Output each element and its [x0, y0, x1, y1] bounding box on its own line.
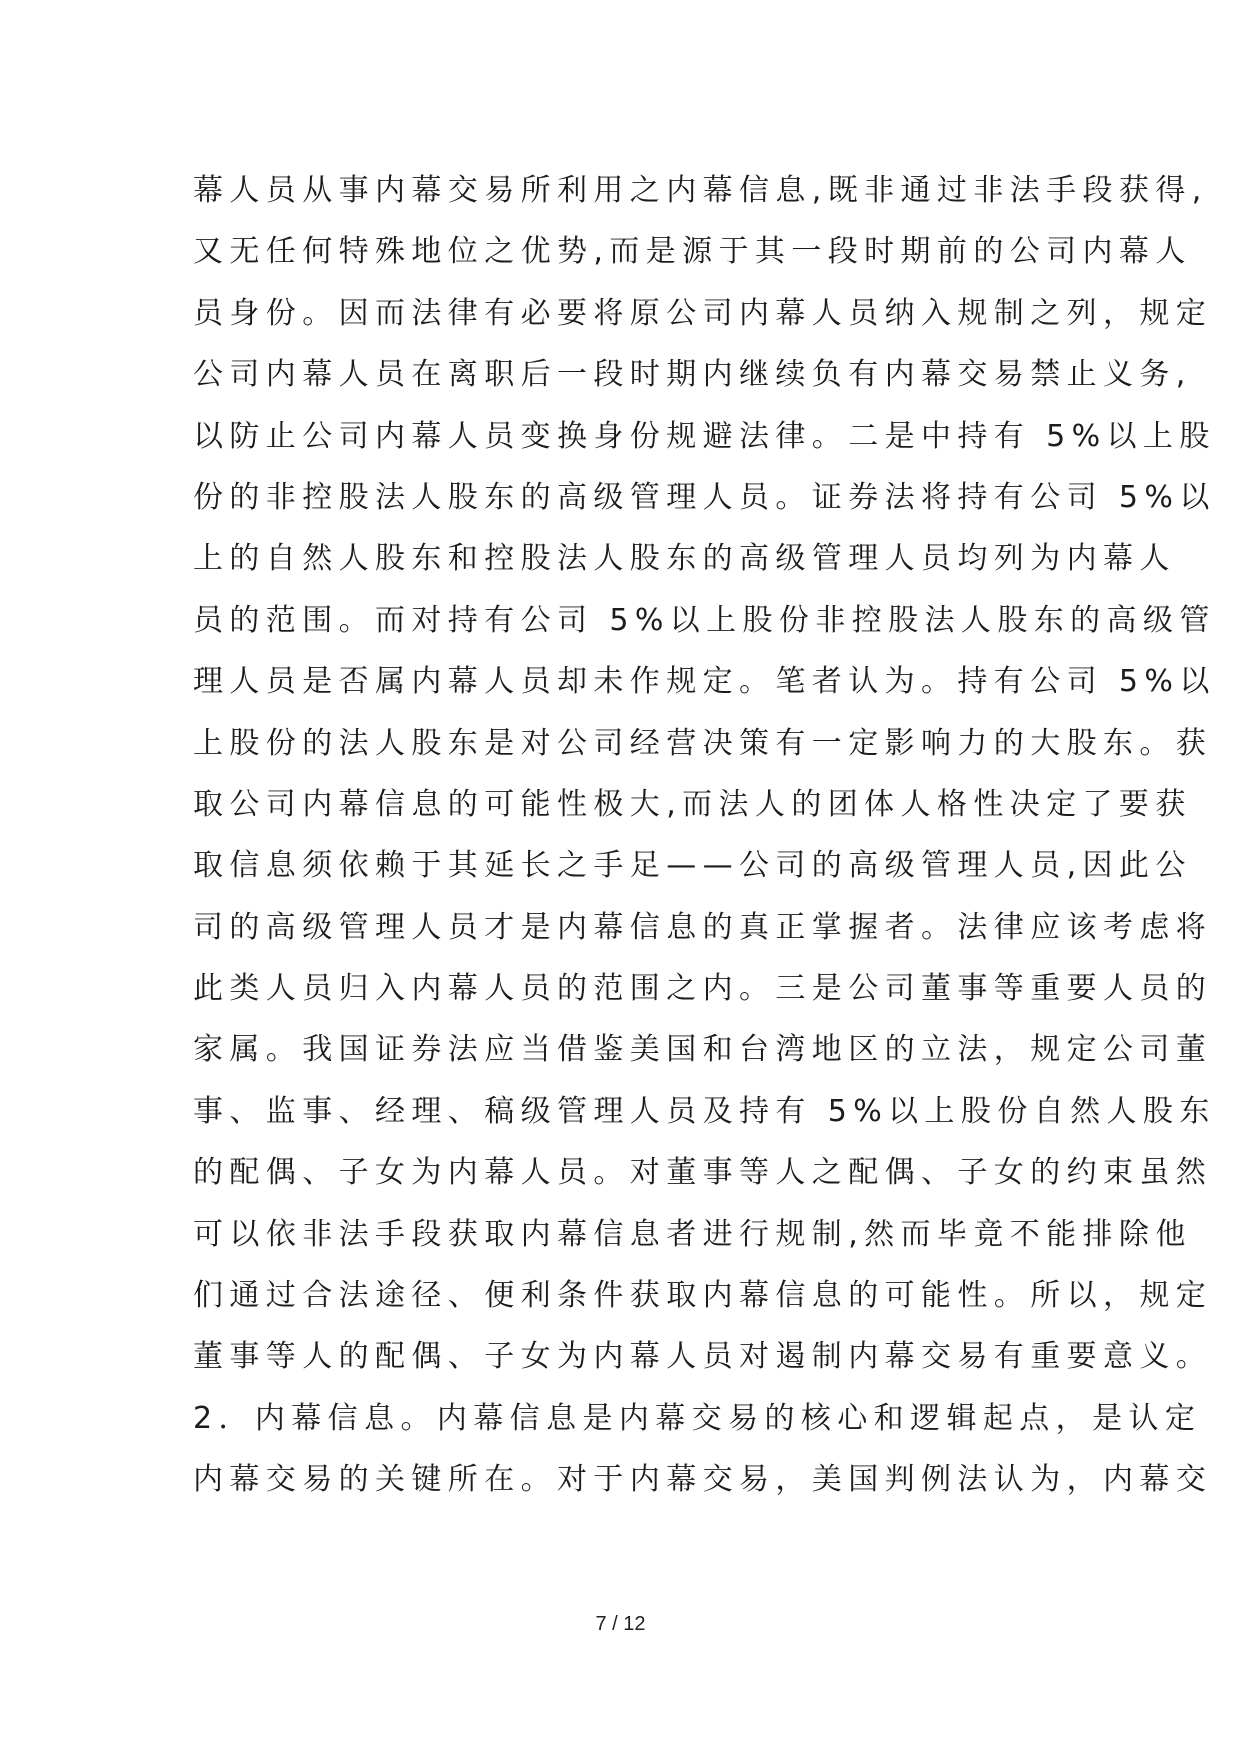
text-line: 2．内幕信息。内幕信息是内幕交易的核心和逻辑起点，是认定: [193, 1400, 1202, 1436]
text-line: 事、监事、经理、稿级管理人员及持有 5%以上股份自然人股东: [193, 1093, 1216, 1129]
text-line: 司的高级管理人员才是内幕信息的真正掌握者。法律应该考虑将: [193, 909, 1213, 945]
text-line: 此类人员归入内幕人员的范围之内。三是公司董事等重要人员的: [193, 971, 1213, 1007]
text-line: 上股份的法人股东是对公司经营决策有一定影响力的大股东。获: [193, 725, 1213, 761]
text-line: 董事等人的配偶、子女为内幕人员对遏制内幕交易有重要意义。: [193, 1339, 1213, 1375]
text-line: 取公司内幕信息的可能性极大,而法人的团体人格性决定了要获: [193, 786, 1192, 822]
text-line: 上的自然人股东和控股法人股东的高级管理人员均列为内幕人: [193, 541, 1176, 577]
text-line: 内幕交易的关键所在。对于内幕交易，美国判例法认为，内幕交: [193, 1462, 1213, 1498]
text-line: 幕人员从事内幕交易所利用之内幕信息,既非通过非法手段获得,: [193, 173, 1208, 208]
text-line: 份的非控股法人股东的高级管理人员。证券法将持有公司 5%以: [193, 479, 1216, 515]
text-line: 家属。我国证券法应当借鉴美国和台湾地区的立法，规定公司董: [193, 1032, 1213, 1068]
text-line: 理人员是否属内幕人员却未作规定。笔者认为。持有公司 5%以: [193, 664, 1216, 700]
text-line: 员身份。因而法律有必要将原公司内幕人员纳入规制之列，规定: [193, 295, 1213, 331]
text-line: 公司内幕人员在离职后一段时期内继续负有内幕交易禁止义务,: [193, 357, 1192, 393]
text-line: 员的范围。而对持有公司 5%以上股份非控股法人股东的高级管: [193, 602, 1216, 638]
text-line: 又无任何特殊地位之优势,而是源于其一段时期前的公司内幕人: [193, 234, 1192, 270]
text-line: 们通过合法途径、便利条件获取内幕信息的可能性。所以，规定: [193, 1278, 1213, 1314]
text-line: 取信息须依赖于其延长之手足——公司的高级管理人员,因此公: [193, 848, 1192, 884]
text-line: 以防止公司内幕人员变换身份规避法律。二是中持有 5%以上股: [193, 418, 1216, 454]
page-number: 7 / 12: [595, 1613, 646, 1635]
body-text: [193, 160, 1216, 1511]
text-line: 的配偶、子女为内幕人员。对董事等人之配偶、子女的约束虽然: [193, 1155, 1213, 1191]
text-line: 可以依非法手段获取内幕信息者进行规制,然而毕竟不能排除他: [193, 1216, 1192, 1252]
